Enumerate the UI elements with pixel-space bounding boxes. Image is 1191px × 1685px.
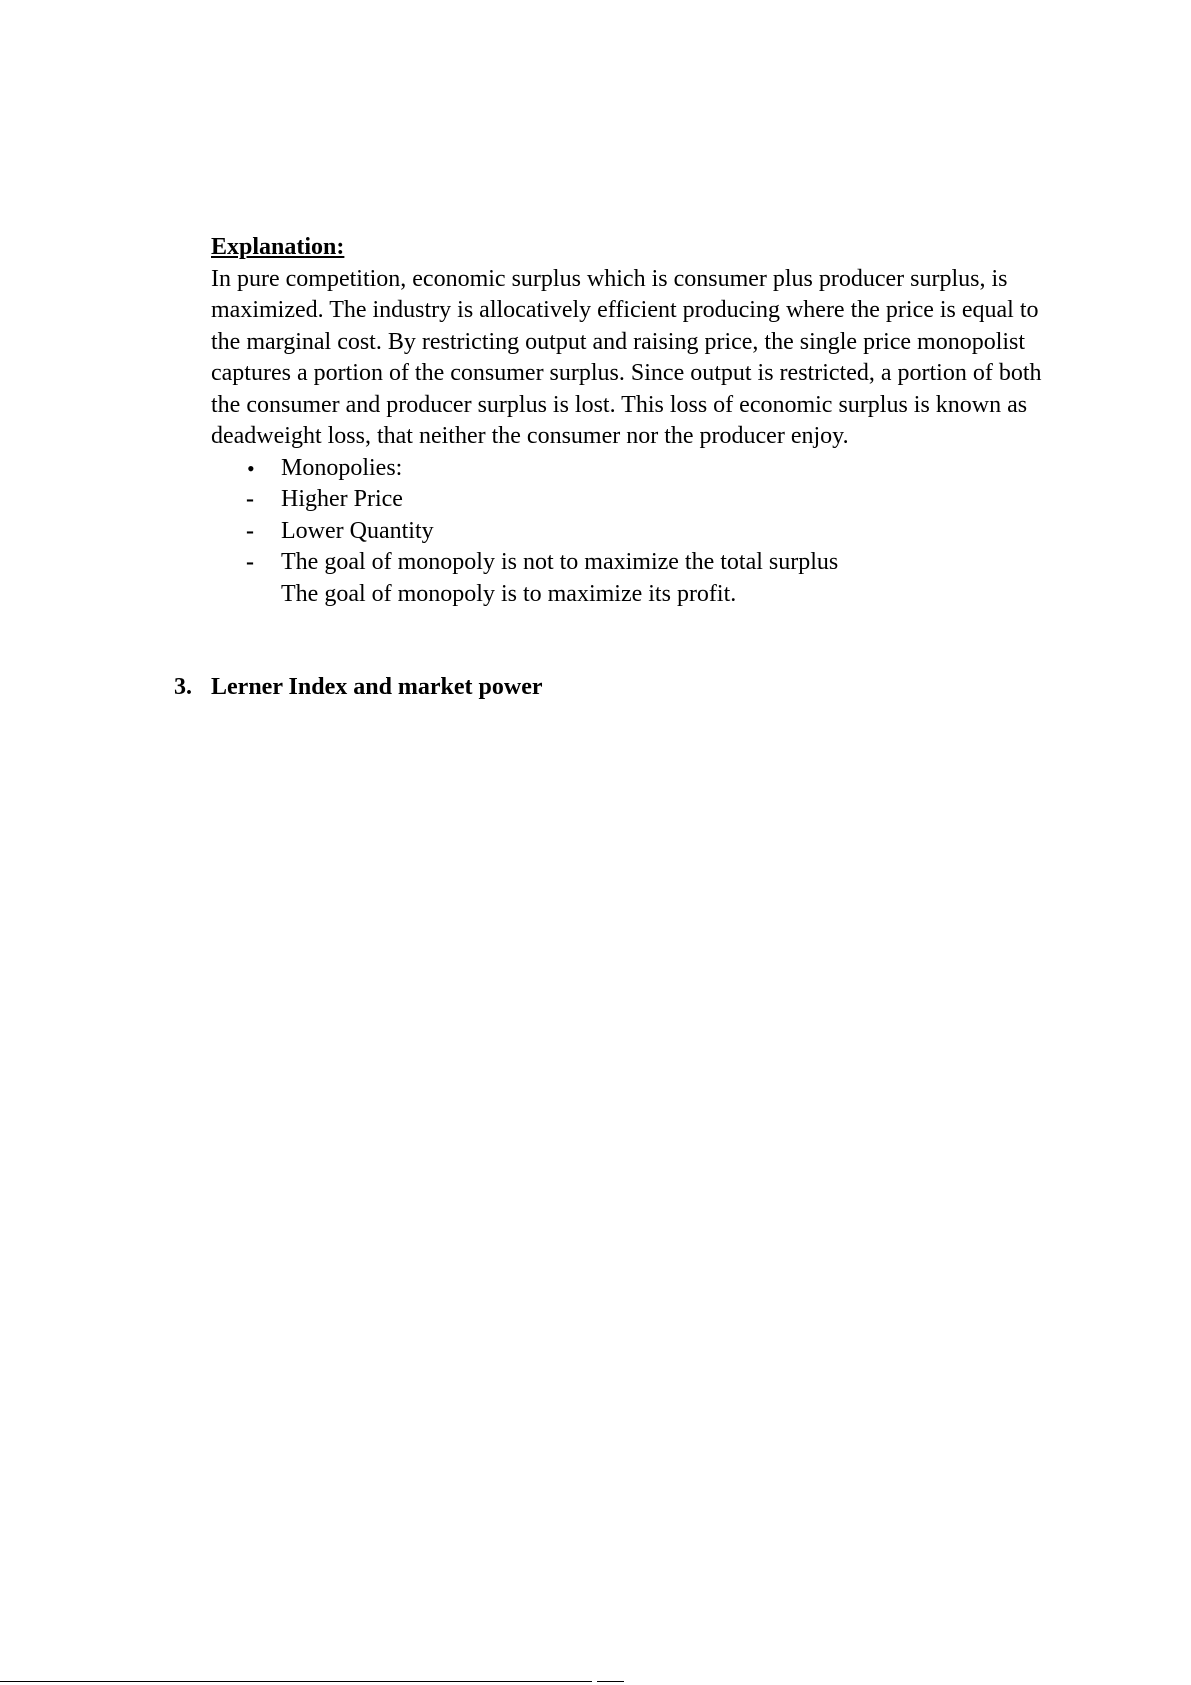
footer-rule-tail bbox=[597, 1681, 624, 1682]
list-item-text: The goal of monopoly is not to maximize the total surplus bbox=[281, 549, 839, 575]
list-item bbox=[211, 516, 1061, 548]
list-item-text: Higher Price bbox=[281, 486, 403, 512]
list-item-text: Lower Quantity bbox=[281, 517, 434, 544]
explanation-heading: Explanation: bbox=[211, 234, 345, 260]
monopoly-list bbox=[211, 453, 1061, 611]
list-item-text: Monopolies: bbox=[281, 454, 403, 481]
explanation-paragraph: In pure competition, economic surplus which is consumer plus producer surplus, is maximized. The industry is allocatively efficient producing where the price is equal to the marginal cost. By restricting output and raising price, the single price monopolist captures a portion of the consumer surplus. Since output is restricted, a portion of both the consumer and producer surplus is lost. This loss of economic surplus is known as deadweight loss, that neither the consumer nor the producer enjoy. bbox=[211, 265, 1042, 449]
list-item bbox=[211, 484, 1061, 516]
section-heading bbox=[174, 672, 543, 704]
dash-icon: - bbox=[246, 517, 254, 544]
list-item-continuation: The goal of monopoly is to maximize its profit. bbox=[281, 580, 737, 607]
dash-icon: - bbox=[246, 486, 254, 512]
dash-icon: - bbox=[246, 549, 254, 575]
section-title: Lerner Index and market power bbox=[211, 674, 543, 700]
bullet-icon: • bbox=[247, 455, 255, 481]
explanation-block bbox=[211, 232, 1061, 610]
list-item bbox=[211, 547, 1061, 610]
section-number: 3. bbox=[174, 674, 192, 700]
list-item bbox=[211, 453, 1061, 485]
footer-rule bbox=[0, 1681, 592, 1682]
